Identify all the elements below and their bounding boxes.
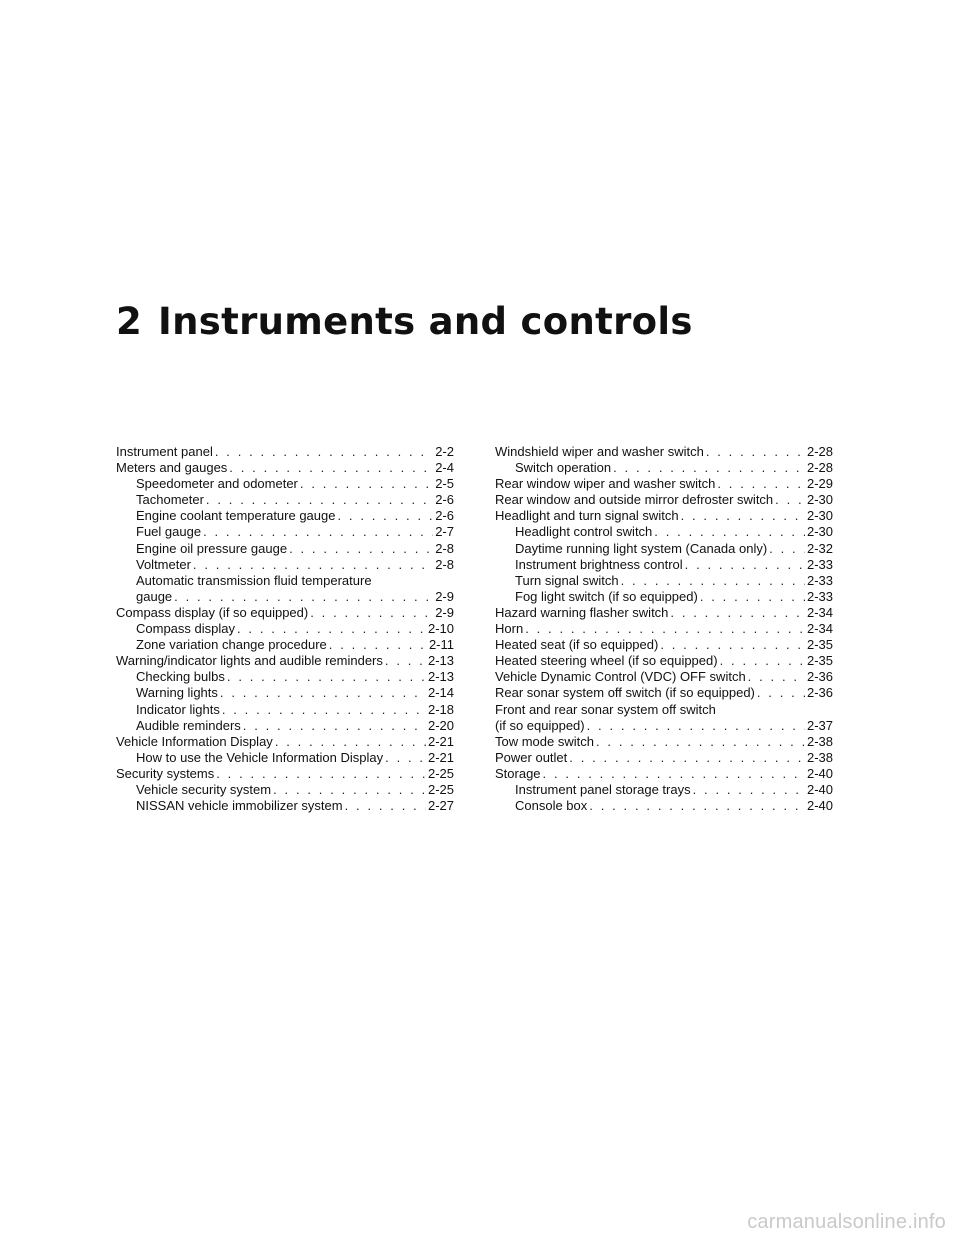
toc-entry-page: 2-2: [435, 444, 454, 459]
toc-entry-title: (if so equipped): [495, 717, 585, 733]
toc-entry-prefix: [116, 573, 454, 589]
dot-leader: [300, 476, 433, 492]
toc-entry-prefix: [495, 702, 833, 718]
toc-entry[interactable]: [495, 621, 833, 637]
toc-subentry[interactable]: [116, 685, 454, 701]
toc-entry-title: Engine coolant temperature gauge: [136, 508, 336, 524]
watermark: carmanualsonline.info: [747, 1211, 946, 1233]
toc-entry-title: Tachometer: [136, 492, 204, 508]
toc-subentry[interactable]: [116, 637, 454, 653]
toc-entry-page: 2-35: [806, 653, 833, 669]
toc-entry-title: Hazard warning flasher switch: [495, 604, 669, 620]
dot-leader: [345, 798, 426, 814]
toc-entry-title: Heated steering wheel (if so equipped): [495, 653, 718, 669]
toc-entry-title: Meters and gauges: [116, 460, 228, 476]
toc-entry-page: 2-36: [806, 669, 833, 685]
toc-right-column: [495, 444, 833, 814]
toc-entry-page: 2-9: [435, 588, 454, 604]
dot-leader: [589, 798, 805, 814]
toc-entry-page: 2-10: [427, 621, 454, 637]
toc-entry-page: 2-14: [427, 685, 454, 701]
toc-subentry[interactable]: [116, 541, 454, 557]
toc-entry-title: Checking bulbs: [136, 669, 225, 685]
toc-entry-page: 2-20: [427, 717, 454, 733]
toc-entry-title: Warning lights: [136, 685, 218, 701]
toc-entry-title: Rear window and outside mirror defroster switch: [495, 492, 774, 508]
toc-entry[interactable]: [495, 476, 833, 492]
toc-entry[interactable]: [495, 669, 833, 685]
toc-entry-title: Instrument panel: [116, 444, 213, 459]
toc-entry-page: 2-33: [806, 588, 833, 604]
toc-subentry[interactable]: [116, 492, 454, 508]
dot-leader: [203, 524, 433, 540]
toc-entry-title: Headlight control switch: [515, 524, 653, 540]
toc-entry-title: NISSAN vehicle immobilizer system: [136, 798, 343, 814]
toc-subentry[interactable]: [495, 589, 833, 605]
toc-entry-page: 2-34: [806, 604, 833, 620]
dot-leader: [385, 653, 426, 669]
toc-entry-page: 2-30: [806, 524, 833, 540]
toc-entry-page: 2-27: [427, 798, 454, 814]
dot-leader: [289, 541, 433, 557]
toc-entry-title: Headlight and turn signal switch: [495, 508, 679, 524]
chapter-title: [116, 300, 693, 343]
toc-entry-page: 2-37: [806, 717, 833, 733]
dot-leader: [720, 653, 805, 669]
dot-leader: [206, 492, 433, 508]
dot-leader: [273, 782, 426, 798]
toc-entry-page: 2-9: [435, 604, 454, 620]
toc-entry-title: Engine oil pressure gauge: [136, 540, 288, 556]
dot-leader: [717, 476, 805, 492]
toc-entry-page: 2-6: [435, 492, 454, 508]
toc-subentry[interactable]: [495, 782, 833, 798]
toc-subentry[interactable]: [495, 798, 833, 814]
dot-leader: [693, 782, 805, 798]
toc-entry-title: Audible reminders: [136, 717, 241, 733]
toc-entry-page: 2-11: [428, 637, 454, 653]
toc-entry-title: gauge: [136, 588, 173, 604]
toc-entry-title: Fuel gauge: [136, 524, 202, 540]
toc-entry-title: How to use the Vehicle Information Display: [136, 749, 384, 765]
toc-entry-page: 2-13: [427, 653, 454, 669]
toc-subentry[interactable]: [495, 541, 833, 557]
toc-entry[interactable]: [495, 734, 833, 750]
dot-leader: [310, 605, 433, 621]
toc-subentry[interactable]: [116, 524, 454, 540]
dot-leader: [525, 621, 805, 637]
toc-subentry[interactable]: [116, 557, 454, 573]
dot-leader: [681, 508, 805, 524]
toc-entry-title-line: Automatic transmission fluid temperature: [136, 572, 372, 588]
toc-entry-title: Compass display: [136, 621, 235, 637]
toc-entry-page: 2-5: [435, 476, 454, 492]
toc-entry-title: Warning/indicator lights and audible reminders: [116, 653, 383, 669]
dot-leader: [660, 637, 805, 653]
toc-entry-title: Storage: [495, 765, 541, 781]
dot-leader: [329, 637, 427, 653]
toc-entry-title: Rear sonar system off switch (if so equipped): [495, 685, 755, 701]
toc-entry[interactable]: [495, 508, 833, 524]
toc-subentry[interactable]: [116, 621, 454, 637]
dot-leader: [613, 460, 805, 476]
toc-entry-title: Instrument brightness control: [515, 556, 683, 572]
toc-subentry[interactable]: [116, 782, 454, 798]
toc-entry[interactable]: [495, 653, 833, 669]
toc-entry-page: 2-13: [427, 669, 454, 685]
chapter-number: 2: [116, 300, 143, 343]
toc-entry-title: Fog light switch (if so equipped): [515, 588, 698, 604]
toc-entry-page: 2-18: [427, 701, 454, 717]
toc-entry-title: Heated seat (if so equipped): [495, 637, 659, 653]
toc-entry-page: 2-28: [806, 460, 833, 476]
dot-leader: [222, 702, 426, 718]
toc-entry-page: 2-32: [806, 540, 833, 556]
toc-entry-page: 2-4: [435, 460, 454, 476]
dot-leader: [775, 492, 805, 508]
toc-entry[interactable]: [495, 685, 833, 701]
toc-subentry[interactable]: [116, 718, 454, 734]
toc-entry[interactable]: [495, 718, 833, 734]
toc-entry-page: 2-40: [806, 798, 833, 814]
dot-leader: [700, 589, 805, 605]
toc-subentry[interactable]: [495, 460, 833, 476]
toc-entry-title: Console box: [515, 798, 588, 814]
dot-leader: [215, 444, 433, 460]
toc-entry-page: 2-29: [806, 476, 833, 492]
toc-entry-title: Switch operation: [515, 460, 612, 476]
toc-entry[interactable]: [116, 766, 454, 782]
toc-subentry[interactable]: [495, 524, 833, 540]
toc-entry-page: 2-30: [806, 492, 833, 508]
toc-entry[interactable]: [495, 444, 833, 460]
dot-leader: [174, 589, 433, 605]
dot-leader: [596, 734, 805, 750]
dot-leader: [621, 573, 805, 589]
toc-entry-page: 2-8: [435, 540, 454, 556]
toc-entry-page: 2-8: [435, 556, 454, 572]
toc-entry[interactable]: [495, 766, 833, 782]
toc-entry-title: Horn: [495, 621, 524, 637]
toc-subentry[interactable]: [495, 573, 833, 589]
dot-leader: [543, 766, 805, 782]
dot-leader: [243, 718, 426, 734]
dot-leader: [275, 734, 426, 750]
toc-entry-title: Vehicle security system: [136, 781, 272, 797]
toc-subentry[interactable]: [116, 589, 454, 605]
toc-entry-title: Security systems: [116, 765, 215, 781]
toc-entry-title: Tow mode switch: [495, 733, 594, 749]
toc-subentry[interactable]: [495, 557, 833, 573]
chapter-name: Instruments and controls: [158, 300, 693, 343]
dot-leader: [237, 621, 426, 637]
dot-leader: [385, 750, 426, 766]
toc-entry-page: 2-28: [806, 444, 833, 459]
dot-leader: [706, 444, 805, 460]
dot-leader: [216, 766, 426, 782]
toc-entry-title: Compass display (if so equipped): [116, 604, 309, 620]
toc-entry-page: 2-25: [427, 765, 454, 781]
toc-entry[interactable]: [495, 492, 833, 508]
toc-entry-title: Instrument panel storage trays: [515, 781, 691, 797]
dot-leader: [748, 669, 805, 685]
toc-subentry[interactable]: [116, 476, 454, 492]
toc-entry-title: Windshield wiper and washer switch: [495, 444, 704, 459]
dot-leader: [569, 750, 805, 766]
toc-entry-page: 2-25: [427, 781, 454, 797]
toc-entry-page: 2-33: [806, 572, 833, 588]
toc-entry-page: 2-7: [435, 524, 454, 540]
toc-entry-page: 2-35: [806, 637, 833, 653]
toc-entry-title: Turn signal switch: [515, 572, 619, 588]
dot-leader: [769, 541, 805, 557]
toc-entry[interactable]: [116, 444, 454, 460]
toc-entry-page: 2-21: [427, 749, 454, 765]
toc-entry-title: Voltmeter: [136, 556, 191, 572]
toc-entry-page: 2-30: [806, 508, 833, 524]
toc-entry-title: Vehicle Information Display: [116, 733, 273, 749]
toc-entry-title-line: Front and rear sonar system off switch: [495, 701, 716, 717]
dot-leader: [220, 685, 426, 701]
toc-entry-page: 2-38: [806, 749, 833, 765]
dot-leader: [670, 605, 805, 621]
toc-entry-page: 2-40: [806, 765, 833, 781]
toc-entry[interactable]: [495, 750, 833, 766]
dot-leader: [193, 557, 433, 573]
toc-entry-title: Vehicle Dynamic Control (VDC) OFF switch: [495, 669, 746, 685]
dot-leader: [587, 718, 805, 734]
toc-entry[interactable]: [116, 653, 454, 669]
dot-leader: [337, 508, 433, 524]
toc-entry-title: Speedometer and odometer: [136, 476, 298, 492]
toc-subentry[interactable]: [116, 702, 454, 718]
toc-entry-title: Daytime running light system (Canada only): [515, 540, 768, 556]
toc-subentry[interactable]: [116, 669, 454, 685]
toc-subentry[interactable]: [116, 508, 454, 524]
toc-entry[interactable]: [495, 605, 833, 621]
toc-subentry[interactable]: [116, 798, 454, 814]
dot-leader: [757, 685, 805, 701]
toc-entry-page: 2-38: [806, 733, 833, 749]
dot-leader: [654, 524, 805, 540]
toc-entry-page: 2-40: [806, 781, 833, 797]
toc-entry-title: Power outlet: [495, 749, 568, 765]
toc-entry-title: Indicator lights: [136, 701, 220, 717]
toc-entry[interactable]: [495, 637, 833, 653]
toc-entry-page: 2-21: [427, 733, 454, 749]
toc-entry-page: 2-6: [435, 508, 454, 524]
toc-entry[interactable]: [116, 460, 454, 476]
toc-entry-title: Rear window wiper and washer switch: [495, 476, 716, 492]
toc-entry[interactable]: [116, 605, 454, 621]
toc-entry-title: Zone variation change procedure: [136, 637, 327, 653]
dot-leader: [229, 460, 433, 476]
toc-entry-page: 2-36: [806, 685, 833, 701]
dot-leader: [227, 669, 426, 685]
toc-entry[interactable]: [116, 734, 454, 750]
toc-entry-page: 2-34: [806, 621, 833, 637]
toc-subentry[interactable]: [116, 750, 454, 766]
dot-leader: [685, 557, 805, 573]
toc-entry-page: 2-33: [806, 556, 833, 572]
toc-left-column: [116, 444, 454, 814]
